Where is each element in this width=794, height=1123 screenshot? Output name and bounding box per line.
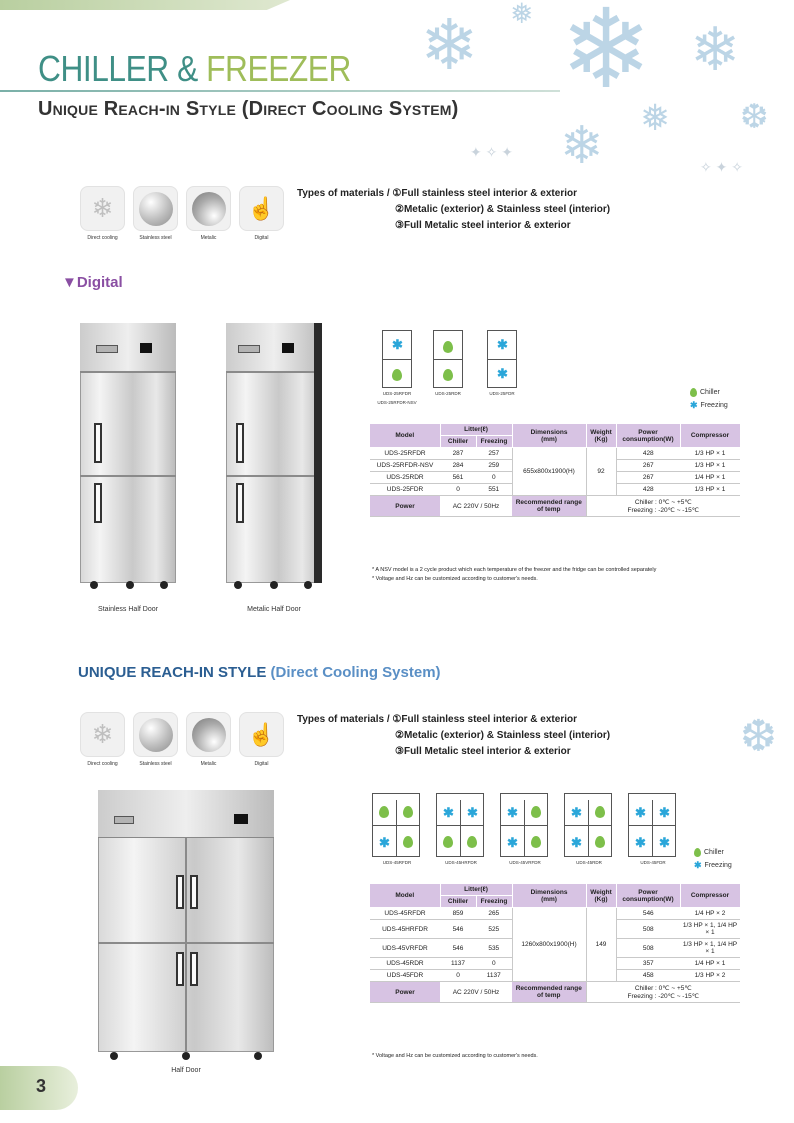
section-heading-reach-in: UNIQUE REACH-IN STYLE (Direct Cooling System) xyxy=(78,664,441,681)
chiller-icon xyxy=(595,836,605,848)
snowflake-icon: ❆ xyxy=(740,712,777,761)
legend-chiller: Chiller xyxy=(690,386,728,399)
chiller-icon xyxy=(467,836,477,848)
th-dimensions: Dimensions (mm) xyxy=(512,424,586,448)
chiller-icon xyxy=(690,388,697,397)
unit-diagram-uds-25fdr: ✱ ✱ UDS-25FDR xyxy=(482,330,522,397)
table-row: UDS-45RFDR 859 265 1260x800x1900(H) 149 546 1/4 HP × 2 xyxy=(370,908,740,920)
freezing-icon: ✱ xyxy=(659,805,670,820)
freezing-icon: ✱ xyxy=(497,366,508,381)
table-row: UDS-25RFDR-NSV 284 259 267 1/3 HP × 1 xyxy=(370,460,740,472)
th-freezing: Freezing xyxy=(476,436,512,448)
snowflake-icon: ❅ xyxy=(510,0,534,29)
freezing-icon: ✱ xyxy=(507,835,518,850)
snowflake-icon: ❄ xyxy=(690,16,741,83)
freezing-icon: ✱ xyxy=(659,835,670,850)
snowflake-icon: ❄ xyxy=(91,193,114,223)
table-row: UDS-25RFDR 287 257 655x800x1900(H) 92 428 1/3 HP × 1 xyxy=(370,448,740,460)
weight-cell: 92 xyxy=(586,448,616,496)
unit-diagram-uds-45vrfdr: ✱ ✱ UDS-45VRFDR xyxy=(500,793,550,866)
th-power: Power consumption(W) xyxy=(616,424,680,448)
legend-section2 xyxy=(694,846,732,872)
chiller-icon xyxy=(443,369,453,381)
unit-diagram-uds-45rfdr: ✱ UDS-45RFDR xyxy=(372,793,422,866)
chiller-icon xyxy=(392,369,402,381)
power-row: Power AC 220V / 50Hz Recommended range of temp Chiller : 0℃ ~ +5℃ Freezing : -20℃ ~ -15℃ xyxy=(370,496,740,517)
freezing-icon: ✱ xyxy=(635,805,646,820)
notes-section1: * A NSV model is a 2 cycle product which each temperature of the freezer and the fridge can be controlled separately * Voltage and Hz can be customized according to customer's needs. xyxy=(372,567,657,582)
table-row: UDS-45FDR 0 1137 458 1/3 HP × 2 xyxy=(370,970,740,982)
digital-hand-icon: ☝ xyxy=(247,721,276,747)
th-weight: Weight (Kg) xyxy=(586,424,616,448)
table-row: UDS-25FDR 0 551 428 1/3 HP × 1 xyxy=(370,484,740,496)
material-icons xyxy=(80,712,284,767)
fridge-half-door-4 xyxy=(98,790,274,1062)
table-row: UDS-45VRFDR 546 535 508 1/3 HP × 1, 1/4 HP × 1 xyxy=(370,939,740,958)
th-litter: Litter(ℓ) xyxy=(440,424,512,436)
freezing-icon: ✱ xyxy=(571,835,582,850)
power-row: Power AC 220V / 50Hz Recommended range of temp Chiller : 0℃ ~ +5℃ Freezing : -20℃ ~ -15℃ xyxy=(370,982,740,1003)
spec-table-section2: Model Litter(ℓ) Dimensions (mm) Weight (Kg) Power consumption(W) Compressor Chiller Freezing UDS-45RFDR 859 265 1260x800x1900(H) 149 546 1/4 HP × 2 UDS-45HRFDR 546 525 508 1/3 HP × 1, 1/4 HP × 1 UDS-45VRFDR 546 535 508 1/3 HP × 1, 1/4 HP × 1 UDS-45RDR 1137 0 357 1/4 HP × 1 UDS-45FDR 0 1137 458 1/3 HP × 2 Power AC 220V / 50Hz Recommended range of temp Chiller : 0℃ ~ +5℃ Freezing : -20℃ ~ -15℃ xyxy=(370,884,741,1003)
freezing-icon: ✱ xyxy=(497,337,508,352)
chiller-icon xyxy=(443,836,453,848)
material-digital: ☝ Digital xyxy=(239,712,284,767)
material-metalic: Metalic xyxy=(186,186,231,241)
th-compressor: Compressor xyxy=(680,424,740,448)
legend-section1 xyxy=(690,386,728,412)
snowflake-icon: ❄ xyxy=(560,0,653,111)
legend-freezing: ✱ Freezing xyxy=(694,859,732,870)
snowflake-icon: ❄ xyxy=(420,6,479,84)
notes-section2: * Voltage and Hz can be customized according to customer's needs. xyxy=(372,1053,538,1059)
page-title: CHILLER & FREEZER xyxy=(38,48,351,89)
metal-ball-icon xyxy=(192,192,226,226)
materials-description: Types of materials / ①Full stainless steel interior & exterior ②Metalic (exterior) & Stainless steel (interior) ③Full Metalic steel interior & exterior xyxy=(297,188,611,231)
chiller-icon xyxy=(531,806,541,818)
freezing-icon: ✱ xyxy=(467,805,478,820)
material-stainless-steel: Stainless steel xyxy=(133,712,178,767)
sparkle-icon: ✦ ✧ ✦ xyxy=(470,144,513,160)
metal-ball-icon xyxy=(192,718,226,752)
chiller-icon xyxy=(379,806,389,818)
fridge-stainless-half-door xyxy=(80,323,176,591)
table-row: UDS-45RDR 1137 0 357 1/4 HP × 1 xyxy=(370,958,740,970)
dimensions-cell: 1260x800x1900(H) xyxy=(512,908,586,982)
freezing-icon: ✱ xyxy=(443,805,454,820)
table-row: UDS-25RDR 561 0 267 1/4 HP × 1 xyxy=(370,472,740,484)
th-chiller: Chiller xyxy=(440,436,476,448)
table-row: UDS-45HRFDR 546 525 508 1/3 HP × 1, 1/4 HP × 1 xyxy=(370,920,740,939)
stainless-ball-icon xyxy=(139,192,173,226)
snowflake-icon: ❄ xyxy=(560,117,604,175)
unit-diagram-uds-25rfdr: ✱ UDS-25RFDR UDS-25RFDR-NSV xyxy=(372,330,422,406)
material-metalic: Metalic xyxy=(186,712,231,767)
dimensions-cell: 655x800x1900(H) xyxy=(512,448,586,496)
sparkle-icon: ✧ ✦ ✧ xyxy=(700,159,743,175)
material-digital: ☝ Digital xyxy=(239,186,284,241)
chiller-icon xyxy=(595,806,605,818)
chiller-icon xyxy=(403,836,413,848)
material-direct-cooling: ❄ Direct cooling xyxy=(80,186,125,241)
freezing-icon: ✱ xyxy=(571,805,582,820)
fridge-metalic-half-door xyxy=(226,323,322,591)
snowflake-icon: ❅ xyxy=(640,97,671,138)
unit-diagram-uds-25rdr: UDS-25RDR xyxy=(428,330,468,397)
chiller-icon xyxy=(443,341,453,353)
materials-description: Types of materials / ①Full stainless steel interior & exterior ②Metalic (exterior) & Stainless steel (interior) ③Full Metalic steel interior & exterior xyxy=(297,714,611,757)
freezing-icon: ✱ xyxy=(635,835,646,850)
snowflake-icon: ❆ xyxy=(740,98,769,136)
section-heading-digital: ▼Digital xyxy=(62,274,123,291)
freezing-icon: ✱ xyxy=(694,859,702,870)
material-stainless-steel: Stainless steel xyxy=(133,186,178,241)
page-subtitle: Unique Reach-in Style (Direct Cooling System) xyxy=(38,98,459,120)
chiller-icon xyxy=(531,836,541,848)
weight-cell: 149 xyxy=(586,908,616,982)
chiller-icon xyxy=(403,806,413,818)
unit-diagram-uds-45hrfdr: ✱ ✱ UDS-45HRFDR xyxy=(436,793,486,866)
freezing-icon: ✱ xyxy=(690,399,698,410)
digital-hand-icon: ☝ xyxy=(247,195,276,221)
snowflake-icon: ❄ xyxy=(91,719,114,749)
freezing-icon: ✱ xyxy=(507,805,518,820)
legend-freezing: ✱ Freezing xyxy=(690,399,728,410)
caption-half-door: Half Door xyxy=(171,1067,201,1074)
chiller-icon xyxy=(694,848,701,857)
unit-diagram-uds-45rdr: ✱ ✱ UDS-45RDR xyxy=(564,793,614,866)
th-model: Model xyxy=(370,424,440,448)
material-direct-cooling: ❄ Direct cooling xyxy=(80,712,125,767)
legend-chiller: Chiller xyxy=(694,846,732,859)
caption-metalic-half-door: Metalic Half Door xyxy=(247,606,301,613)
freezing-icon: ✱ xyxy=(392,337,403,352)
unit-diagram-uds-45fdr: ✱ ✱ ✱ ✱ UDS-45FDR xyxy=(628,793,678,866)
stainless-ball-icon xyxy=(139,718,173,752)
freezing-icon: ✱ xyxy=(379,835,390,850)
material-icons xyxy=(80,186,284,241)
caption-stainless-half-door: Stainless Half Door xyxy=(98,606,158,613)
page-number: 3 xyxy=(36,1076,47,1096)
top-accent-bar xyxy=(0,0,290,10)
title-underline xyxy=(0,90,560,92)
spec-table-section1 xyxy=(370,424,741,517)
